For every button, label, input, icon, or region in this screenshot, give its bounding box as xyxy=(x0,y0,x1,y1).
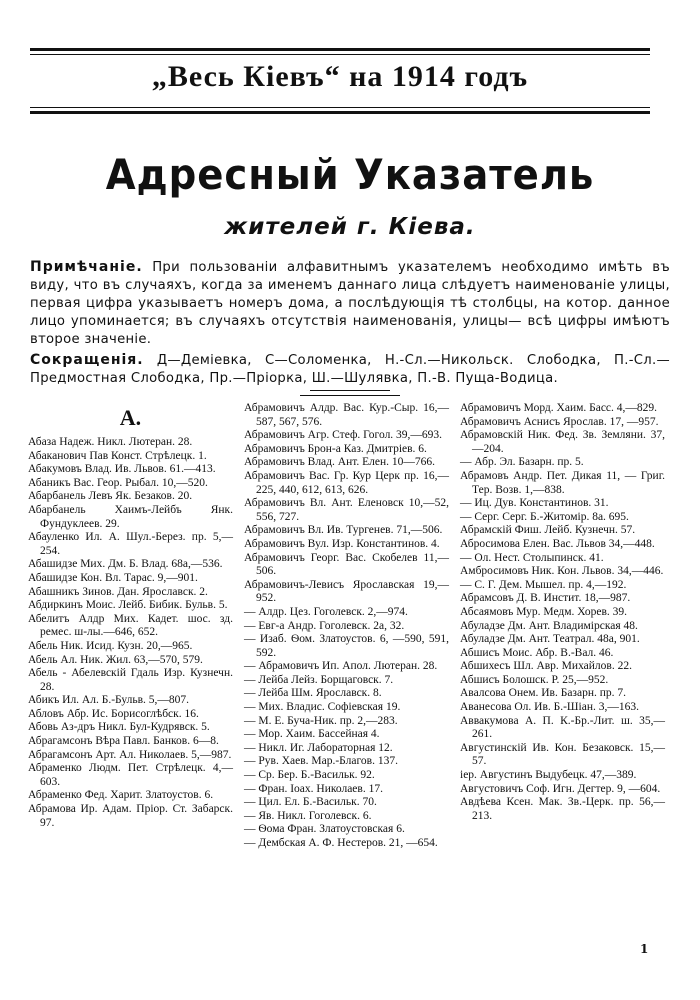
directory-entry: Абрамовичъ Аснисъ Ярослав. 17, —957. xyxy=(460,415,659,428)
directory-entry: Абшисъ Болошск. Р. 25,—952. xyxy=(460,673,609,686)
directory-entry: — Цил. Ел. Б.-Васильк. 70. xyxy=(244,796,377,809)
directory-entry: — Абрамовичъ Ип. Апол. Лютеран. 28. xyxy=(244,660,438,673)
directory-entry: — Фран. Іоах. Николаев. 17. xyxy=(244,782,383,795)
directory-entry: — Рув. Хаев. Мар.-Благов. 137. xyxy=(244,755,398,768)
note-block xyxy=(30,258,670,388)
directory-entry: Абауленко Ил. А. Шул.-Берез. пр. 5,—254. xyxy=(28,531,233,557)
directory-entry: Абаза Надеж. Никл. Лютеран. 28. xyxy=(28,436,193,448)
directory-entry: Абашидзе Мих. Дм. Б. Влад. 68а,—536. xyxy=(28,558,223,571)
directory-entry: Абовь Аз-дръ Никл. Бул-Кудрявск. 5. xyxy=(28,721,210,734)
abbreviations-paragraph xyxy=(30,351,670,388)
directory-entry: Абель Ник. Исид. Кузн. 20,—965. xyxy=(28,639,193,652)
directory-entry: — Алдр. Цез. Гоголевск. 2,—974. xyxy=(244,605,408,618)
header-rule-top-thin xyxy=(30,54,650,55)
directory-column-2 xyxy=(244,402,449,851)
directory-entry: Августинскій Ив. Кон. Безаковск. 15,—57. xyxy=(460,741,665,768)
directory-entry: Абарбанель Левъ Як. Безаков. 20. xyxy=(28,490,193,503)
directory-entry: — Лейба Лейз. Борщаговск. 7. xyxy=(244,673,394,686)
directory-entry: — Мор. Хаим. Бассейная 4. xyxy=(244,728,380,741)
directory-entry: Абрамовичъ Вул. Изр. Константинов. 4. xyxy=(244,537,440,550)
directory-entry: Абшихесъ Шл. Авр. Михайлов. 22. xyxy=(460,660,632,673)
directory-entry: Абрамовичъ Вас. Гр. Кур Церк пр. 16,—225, 440, 612, 613, 626. xyxy=(244,469,449,496)
directory-columns xyxy=(28,402,676,962)
directory-entry: Авдѣева Ксен. Мак. Зв.-Церк. пр. 56,—213. xyxy=(460,796,665,822)
abbreviations-lead: Сокращенія. xyxy=(30,352,144,368)
separator-rule-2 xyxy=(300,395,400,396)
directory-entry: Абросимова Елен. Вас. Львов 34,—448. xyxy=(460,537,655,550)
directory-entry: Абель Ал. Ник. Жил. 63,—570, 579. xyxy=(28,653,203,666)
directory-entry: Абелитъ Алдр Мих. Кадет. шос. зд. ремес. ш-лы.—646, 652. xyxy=(28,612,233,639)
directory-entry: Абаканович Пав Конст. Стрѣлецк. 1. xyxy=(28,449,207,462)
directory-entry: Абрамовичъ-Левисъ Ярославская 19,—952. xyxy=(244,578,449,605)
directory-entry: — С. Г. Дем. Мышел. пр. 4,—192. xyxy=(460,578,627,591)
directory-entry: Абрамовичъ Алдр. Вас. Кур.-Сыр. 16,—587, 567, 576. xyxy=(244,402,449,428)
note-paragraph xyxy=(30,258,670,349)
directory-entry: Абрамскій Фиш. Лейб. Кузнечн. 57. xyxy=(460,524,636,537)
directory-entry: — Абр. Эл. Базарн. пр. 5. xyxy=(460,456,584,469)
directory-entry: — Яв. Никл. Гоголевск. 6. xyxy=(244,809,372,822)
directory-entry: Абрамовскій Ник. Фед. Зв. Земляни. 37,—204. xyxy=(460,429,665,455)
directory-entry: — Дембская А. Ф. Нестеров. 21, —654. xyxy=(244,837,438,849)
directory-entry: Абрамсовъ Д. В. Инстит. 18,—987. xyxy=(460,592,631,605)
directory-entry: Абдиркинъ Моис. Лейб. Бибик. Бульв. 5. xyxy=(28,599,228,612)
directory-entry: Абаникъ Вас. Геор. Рыбал. 10,—520. xyxy=(28,476,208,489)
directory-entry: Абрамовичъ Влад. Ант. Елен. 10—766. xyxy=(244,456,436,469)
directory-entry: Абрамовъ Андр. Пет. Дикая 11, — Григ. Тер. Возв. 1,—838. xyxy=(460,469,665,496)
abbreviations-text: Д—Деміевка, С—Соломенка, Н.-Сл.—Никольск. Слободка, П.-Сл.—Предмостная Слободка, Пр.—Пріорка, Ш.—Шулявка, П.-В. Пуща-Водица. xyxy=(30,353,670,386)
directory-entry: Авалсова Онем. Ив. Базарн. пр. 7. xyxy=(460,687,627,700)
directory-entry: — М. Е. Буча-Ник. пр. 2,—283. xyxy=(244,714,398,727)
directory-entry: — Ѳома Фран. Златоустовская 6. xyxy=(244,823,405,836)
directory-entry: Абакумовъ Влад. Ив. Львов. 61.—413. xyxy=(28,463,216,476)
directory-entry: Абраменко Людм. Пет. Стрѣлецк. 4,—603. xyxy=(28,762,233,788)
directory-entry: — Евг-а Андр. Гоголевск. 2а, 32. xyxy=(244,619,405,632)
directory-entry: — Ср. Бер. Б.-Васильк. 92. xyxy=(244,769,375,782)
directory-entry: Абрамова Ир. Адам. Пріор. Ст. Забарск. 97. xyxy=(28,803,233,829)
directory-entry: Абсаямовъ Мур. Медм. Хорев. 39. xyxy=(460,605,628,618)
directory-entry: Аванесова Ол. Ив. Б.-Шіан. 3,—163. xyxy=(460,701,639,714)
directory-entry: — Ол. Нест. Столыпинск. 41. xyxy=(460,551,604,564)
directory-entry: Абашникъ Зинов. Дан. Ярославск. 2. xyxy=(28,585,208,598)
directory-entry: — Мих. Владис. Софіевская 19. xyxy=(244,701,401,714)
header-title: „Весь Кіевъ“ на 1914 годъ xyxy=(151,60,529,93)
note-text: При пользованіи алфавитнымъ указателемъ необходимо имѣть въ виду, что въ случаяхъ, когда за именемъ даннаго лица слѣдуетъ наименованіе улицы, первая цифра указываетъ номеръ дома, а послѣдующія тѣ столбцы, на котор. данное лицо упоминается; въ случаяхъ отсутствія наименованія, улицы— всѣ цифры имѣютъ второе значеніе. xyxy=(30,260,670,347)
directory-entry: — Лейба Шм. Ярославск. 8. xyxy=(244,687,382,700)
directory-entry: Амбросимовъ Ник. Кон. Львов. 34,—446. xyxy=(460,565,664,578)
directory-entry: Абуладзе Дм. Ант. Театрал. 48а, 901. xyxy=(460,633,640,646)
section-letter: А. xyxy=(119,405,142,430)
directory-entry: іер. Августинъ Выдубецк. 47,—389. xyxy=(460,769,637,782)
directory-entry: Абашидзе Кон. Вл. Тарас. 9,—901. xyxy=(28,571,198,584)
directory-entry: Абарбанель Хаимъ-Лейбъ Янк. Фундуклеев. 29. xyxy=(28,503,233,530)
page-subtitle: жителей г. Кіева. xyxy=(224,214,476,240)
header-rule-top xyxy=(30,48,650,51)
directory-entry: Абрамовичъ Георг. Вас. Скобелев 11,—506. xyxy=(244,551,449,578)
directory-entry: Абрамовичъ Брон-а Каз. Дмитріев. 6. xyxy=(244,442,427,455)
header-rule-bottom xyxy=(30,111,650,114)
directory-entry: — Серг. Серг. Б.-Житомір. 8а. 695. xyxy=(460,510,629,523)
header-rule-bottom-thin xyxy=(30,107,650,108)
directory-entry: Аввакумова А. П. К.-Бр.-Лит. ш. 35,—261. xyxy=(460,714,665,741)
running-header xyxy=(30,48,650,114)
directory-entry: Августовичъ Соф. Игн. Дегтер. 9, —604. xyxy=(460,782,661,795)
directory-entry: Абраменко Фед. Харит. Златоустов. 6. xyxy=(28,789,214,802)
directory-entry: Абрамовичъ Морд. Хаим. Басс. 4,—829. xyxy=(460,402,658,414)
separator-rule xyxy=(310,390,390,391)
directory-entry: Абикъ Ил. Ал. Б.-Бульв. 5,—807. xyxy=(28,694,190,707)
directory-column-1 xyxy=(28,402,233,830)
directory-entry: Абель - Абелевскій Гдаль Изр. Кузнечн. 28. xyxy=(28,667,233,693)
directory-entry: Абловъ Абр. Ис. Борисоглѣбск. 16. xyxy=(28,707,199,720)
note-lead: Примѣчаніе. xyxy=(30,259,143,275)
directory-entry: — Никл. Иг. Лабораторная 12. xyxy=(244,741,393,754)
page-number: 1 xyxy=(640,942,649,956)
directory-column-3 xyxy=(460,402,665,823)
directory-entry: Абрамовичъ Агр. Стеф. Гогол. 39,—693. xyxy=(244,429,443,442)
directory-entry: — Иц. Дув. Константинов. 31. xyxy=(460,497,609,510)
directory-entry: Абрамовичъ Вл. Ант. Еленовск 10,—52, 556, 727. xyxy=(244,497,449,523)
directory-entry: Абрамовичъ Вл. Ив. Тургенев. 71,—506. xyxy=(244,524,443,537)
directory-entry: Абрагамсонъ Арт. Ал. Николаев. 5,—987. xyxy=(28,748,232,761)
directory-entry: Абшисъ Моис. Абр. В.-Вал. 46. xyxy=(460,646,614,659)
directory-entry: Абуладзе Дм. Ант. Владимірская 48. xyxy=(460,619,638,632)
directory-entry: Абрагамсонъ Вѣра Павл. Банков. 6—8. xyxy=(28,735,219,748)
directory-entry: — Изаб. Ѳом. Златоустов. 6, —590, 591, 592. xyxy=(244,633,449,659)
page-title: Адресный Указатель xyxy=(105,150,595,199)
